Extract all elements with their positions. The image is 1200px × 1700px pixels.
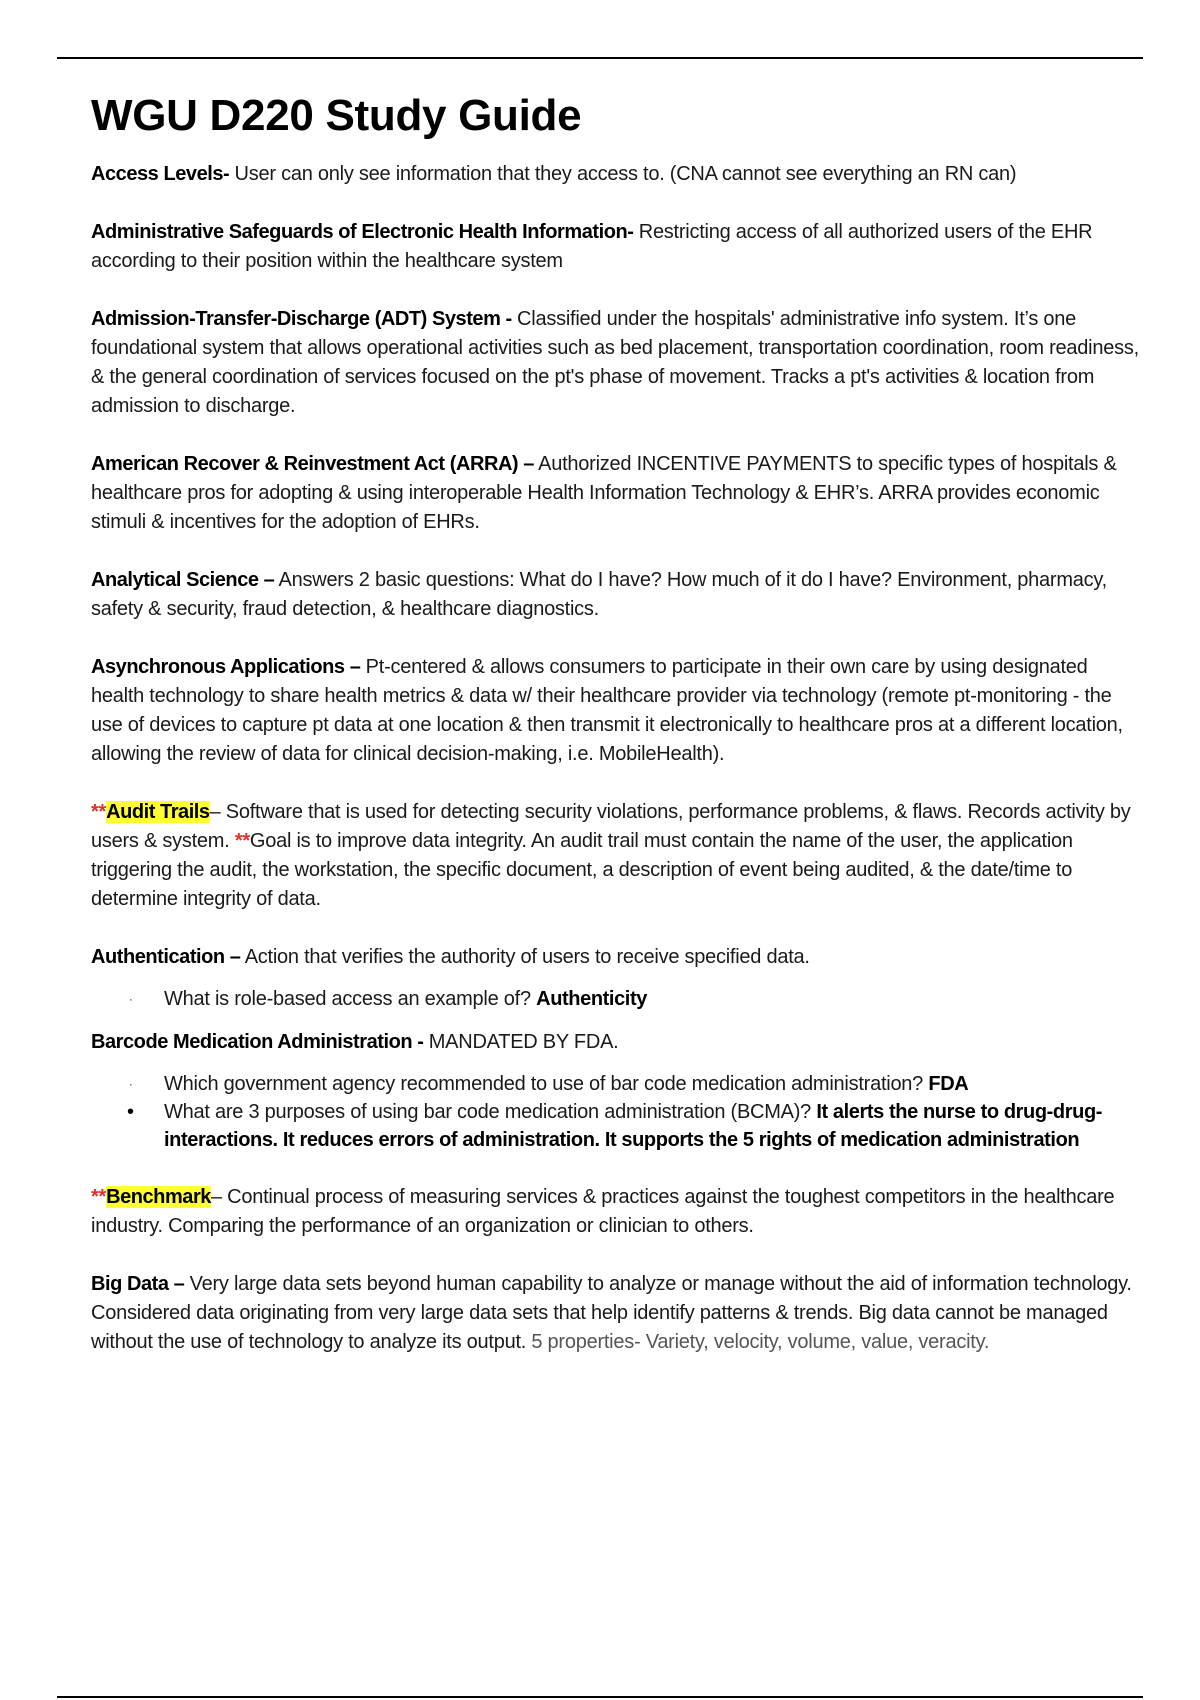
bottom-rule: [57, 1696, 1143, 1698]
answer-text: Authenticity: [536, 988, 647, 1011]
entry-authentication: [91, 943, 1141, 972]
question-text: What are 3 purposes of using bar code medication administration (BCMA)?: [164, 1101, 817, 1124]
entry-term: Asynchronous Applications –: [91, 656, 361, 679]
entry-big-data: [91, 1270, 1141, 1357]
entry-definition: Very large data sets beyond human capability to analyze or manage without the aid of information technology. Considered data originating from very large data sets that help identify patterns & trends. Big data cannot be managed without the use of technology to analyze its output.: [91, 1273, 1132, 1354]
bullet-dot-icon: ·: [129, 994, 133, 1007]
list-item: [91, 985, 1141, 1013]
answer-text: It alerts the nurse to drug-drug-interactions. It reduces errors of administration. It supports the 5 rights of medication administration: [164, 1101, 1103, 1152]
document-page: [91, 92, 1141, 1386]
entry-definition: Pt-centered & allows consumers to participate in their own care by using designated health technology to share health metrics & data w/ their healthcare provider via technology (remote pt-monitoring - the use of devices to capture pt data at one location & then transmit it electronically to healthcare pros at a different location, allowing the review of data for clinical decision-making, i.e. MobileHealth).: [91, 656, 1123, 766]
entry-analytical-science: [91, 566, 1141, 624]
entry-barcode-medication-administration: [91, 1028, 1141, 1057]
entry-definition: MANDATED BY FDA.: [423, 1031, 619, 1054]
important-marker: **: [234, 830, 250, 853]
bullet-dot-icon: ·: [129, 1079, 133, 1092]
entry-arra: [91, 450, 1141, 537]
list-item: [91, 1070, 1141, 1098]
top-rule: [57, 57, 1143, 59]
important-marker: **: [91, 1186, 107, 1209]
answer-text: FDA: [928, 1073, 969, 1096]
entry-access-levels: [91, 160, 1141, 189]
entry-definition: Classified under the hospitals' administrative info system. It’s one foundational system that allows operational activities such as bed placement, transportation coordination, room readiness, & the general coordination of services focused on the pt's phase of movement. Tracks a pt's activities & location from admission to discharge.: [91, 308, 1139, 418]
entry-definition: User can only see information that they access to. (CNA cannot see everything an RN can): [229, 163, 1017, 186]
entry-definition: – Continual process of measuring services & practices against the toughest competitors in the healthcare industry. Comparing the performance of an organization or clinician to others.: [91, 1186, 1115, 1238]
entry-term: Admission-Transfer-Discharge (ADT) System -: [91, 308, 512, 331]
entry-definition: Action that verifies the authority of users to receive specified data.: [240, 946, 810, 969]
entry-definition: Answers 2 basic questions: What do I have? How much of it do I have? Environment, pharmacy, safety & security, fraud detection, & healthcare diagnostics.: [91, 569, 1107, 621]
entry-definition: – Software that is used for detecting security violations, performance problems, & flaws. Records activity by users & system.: [91, 801, 1131, 853]
entry-term: Authentication –: [91, 946, 241, 969]
entry-administrative-safeguards: [91, 218, 1141, 276]
question-list: [91, 985, 1141, 1013]
question-text: What is role-based access an example of?: [164, 988, 537, 1011]
entry-term-highlighted: Audit Trails: [106, 801, 210, 824]
entry-term-highlighted: Benchmark: [106, 1186, 211, 1209]
entry-term: Barcode Medication Administration -: [91, 1031, 424, 1054]
entry-term: American Recover & Reinvestment Act (ARRA) –: [91, 453, 534, 476]
page-title: WGU D220 Study Guide: [91, 91, 582, 140]
entry-definition-continued: Goal is to improve data integrity. An audit trail must contain the name of the user, the application triggering the audit, the workstation, the specific document, a description of event being audited, & the date/time to determine integrity of data.: [91, 830, 1073, 911]
entry-definition-tail: 5 properties- Variety, velocity, volume, value, veracity.: [531, 1331, 990, 1354]
entry-audit-trails: [91, 798, 1141, 914]
entry-term: Analytical Science –: [91, 569, 275, 592]
entry-definition: Restricting access of all authorized users of the EHR according to their position within the healthcare system: [91, 221, 1093, 273]
question-text: Which government agency recommended to use of bar code medication administration?: [164, 1073, 929, 1096]
entry-term: Big Data –: [91, 1273, 185, 1296]
important-marker: **: [91, 801, 107, 824]
entry-term: Access Levels-: [91, 163, 230, 186]
question-list: [91, 1070, 1141, 1154]
bullet-dot-icon: •: [127, 1101, 134, 1124]
entry-definition: Authorized INCENTIVE PAYMENTS to specific types of hospitals & healthcare pros for adopting & using interoperable Health Information Technology & EHR’s. ARRA provides economic stimuli & incentives for the adoption of EHRs.: [91, 453, 1117, 534]
list-item: [91, 1098, 1141, 1154]
entry-asynchronous-applications: [91, 653, 1141, 769]
entry-benchmark: [91, 1183, 1141, 1241]
entry-adt-system: [91, 305, 1141, 421]
entry-term: Administrative Safeguards of Electronic Health Information-: [91, 221, 634, 244]
